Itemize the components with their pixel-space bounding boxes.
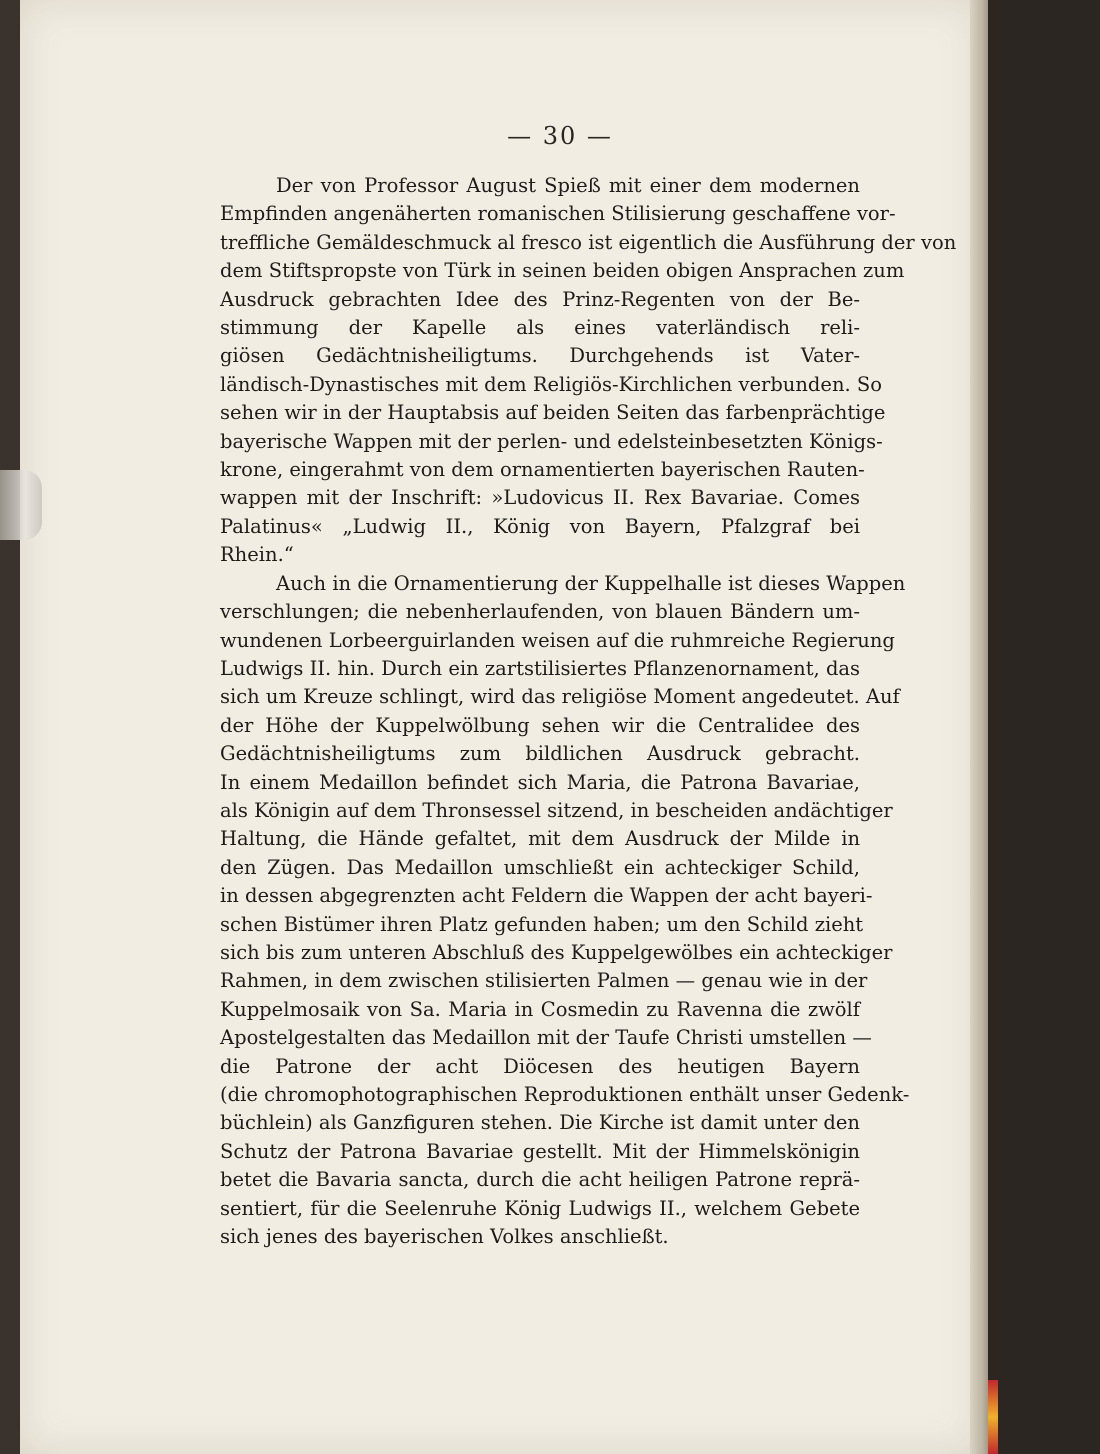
book-page xyxy=(20,0,980,1454)
text-line: Auch in die Ornamentierung der Kuppelhalle ist dieses Wappen xyxy=(276,571,906,595)
page-number: — 30 — xyxy=(507,122,613,150)
text-line: wappen mit der Inschrift: »Ludovicus II. Rex Bavariae. Comes xyxy=(220,486,860,510)
text-line: Schutz der Patrona Bavariae gestellt. Mit der Himmelskönigin xyxy=(220,1139,860,1163)
text-line: sehen wir in der Hauptabsis auf beiden Seiten das farbenprächtige xyxy=(220,401,886,425)
text-line: ländisch-Dynastisches mit dem Religiös-Kirchlichen verbunden. So xyxy=(220,372,883,396)
text-line: giösen Gedächtnisheiligtums. Durchgehends ist Vater- xyxy=(220,344,860,368)
page-clip xyxy=(0,470,42,540)
text-line: Apostelgestalten das Medaillon mit der Taufe Christi umstellen — xyxy=(220,1026,872,1050)
text-line: Empfinden angenäherten romanischen Stilisierung geschaffene vor- xyxy=(220,202,896,226)
text-line: in dessen abgegrenzten acht Feldern die Wappen der acht bayeri- xyxy=(220,884,873,908)
text-line: sich jenes des bayerischen Volkes anschließt. xyxy=(220,1225,669,1249)
text-line: wundenen Lorbeerguirlanden weisen auf die ruhmreiche Regierung xyxy=(220,628,895,652)
text-line: stimmung der Kapelle als eines vaterländisch reli- xyxy=(220,316,860,340)
text-line: sentiert, für die Seelenruhe König Ludwigs II., welchem Gebete xyxy=(220,1196,860,1220)
text-line: dem Stiftspropste von Türk in seinen beiden obigen Ansprachen zum xyxy=(220,259,905,283)
text-line: verschlungen; die nebenherlaufenden, von blauen Bändern um- xyxy=(220,600,860,624)
text-line: Gedächtnisheiligtums zum bildlichen Ausdruck gebracht. xyxy=(220,742,860,766)
text-line: bayerische Wappen mit der perlen- und edelsteinbesetzten Königs- xyxy=(220,429,883,453)
text-line: Palatinus« „Ludwig II., König von Bayern, Pfalzgraf bei xyxy=(220,514,860,538)
text-line: als Königin auf dem Thronsessel sitzend, in bescheiden andächtiger xyxy=(220,798,893,822)
text-line: den Zügen. Das Medaillon umschließt ein achteckiger Schild, xyxy=(220,855,860,879)
text-line: schen Bistümer ihren Platz gefunden haben; um den Schild zieht xyxy=(220,912,864,936)
text-line: krone, eingerahmt von dem ornamentierten bayerischen Rauten- xyxy=(220,458,865,482)
text-line: Ausdruck gebrachten Idee des Prinz-Regenten von der Be- xyxy=(220,287,860,311)
text-line: In einem Medaillon befindet sich Maria, die Patrona Bavariae, xyxy=(220,770,860,794)
text-line: Ludwigs II. hin. Durch ein zartstilisiertes Pflanzenornament, das xyxy=(220,656,861,680)
body-text xyxy=(220,172,957,1251)
text-line: (die chromophotographischen Reproduktionen enthält unser Gedenk- xyxy=(220,1083,910,1106)
text-line: Rhein.“ xyxy=(220,543,294,567)
book-spine-shadow xyxy=(988,0,1000,1454)
text-line: sich um Kreuze schlingt, wird das religiöse Moment angedeutet. Auf xyxy=(220,685,900,709)
text-line: Kuppelmosaik von Sa. Maria in Cosmedin zu Ravenna die zwölf xyxy=(220,997,860,1021)
text-line: betet die Bavaria sancta, durch die acht heiligen Patrone reprä- xyxy=(220,1168,860,1192)
text-line: Rahmen, in dem zwischen stilisierten Palmen — genau wie in der xyxy=(220,969,868,993)
text-line: Der von Professor August Spieß mit einer dem modernen xyxy=(276,174,860,197)
text-line: büchlein) als Ganzfiguren stehen. Die Kirche ist damit unter den xyxy=(220,1111,860,1135)
text-line: der Höhe der Kuppelwölbung sehen wir die Centralidee des xyxy=(220,713,860,737)
text-line: die Patrone der acht Diöcesen des heutigen Bayern xyxy=(220,1054,860,1078)
text-line: sich bis zum unteren Abschluß des Kuppelgewölbes ein achteckiger xyxy=(220,940,893,964)
text-line: treffliche Gemäldeschmuck al fresco ist eigentlich die Ausführung der von xyxy=(220,230,957,254)
bookmark-ribbon xyxy=(988,1380,998,1454)
text-line: Haltung, die Hände gefaltet, mit dem Ausdruck der Milde in xyxy=(220,827,860,851)
